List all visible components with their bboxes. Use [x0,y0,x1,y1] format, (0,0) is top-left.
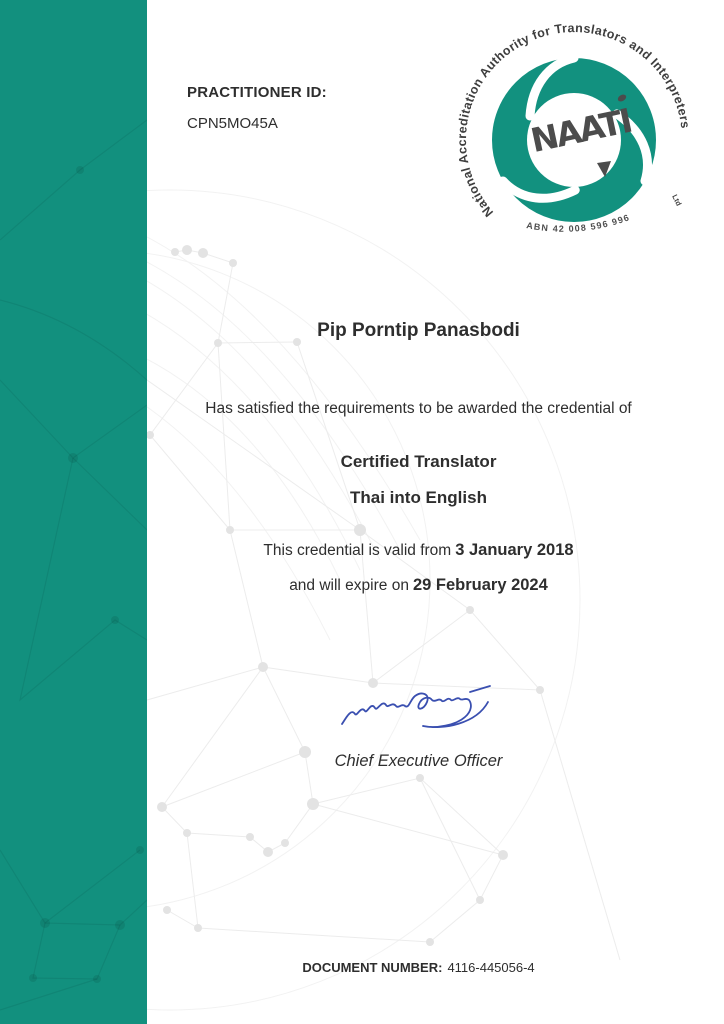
credential-language-direction: Thai into English [350,488,487,507]
signatory-title: Chief Executive Officer [334,752,503,770]
expiry-line [147,576,690,595]
validity-line [147,541,690,560]
document-number-label: DOCUMENT NUMBER: [302,960,443,975]
logo-ring-suffix: Ltd [670,192,684,208]
ceo-signature-image [338,680,493,742]
certificate-body [147,0,693,1024]
validity-prefix: This credential is valid from [263,542,452,559]
logo-abn-text: ABN 42 008 596 996 [525,212,632,234]
practitioner-id-value: CPN5MO45A [187,115,278,132]
recipient-name: Pip Porntip Panasbodi [317,320,520,341]
credential-title: Certified Translator [340,452,497,471]
logo-center-text: NAATI [527,100,635,161]
band-network-pattern [0,0,147,1024]
award-statement: Has satisfied the requirements to be awarded the credential of [205,400,632,417]
document-number-value: 4116-445056-4 [447,960,535,975]
practitioner-id-label: PRACTITIONER ID: [187,84,327,101]
expiry-date: 29 February 2024 [412,576,548,594]
validity-date: 3 January 2018 [455,541,574,559]
logo-ring-text: National Accreditation Authority for Translators and Interpreters [454,21,693,220]
document-number-line [147,960,690,975]
teal-sidebar-band [0,0,147,1024]
expiry-prefix: and will expire on [289,577,409,594]
